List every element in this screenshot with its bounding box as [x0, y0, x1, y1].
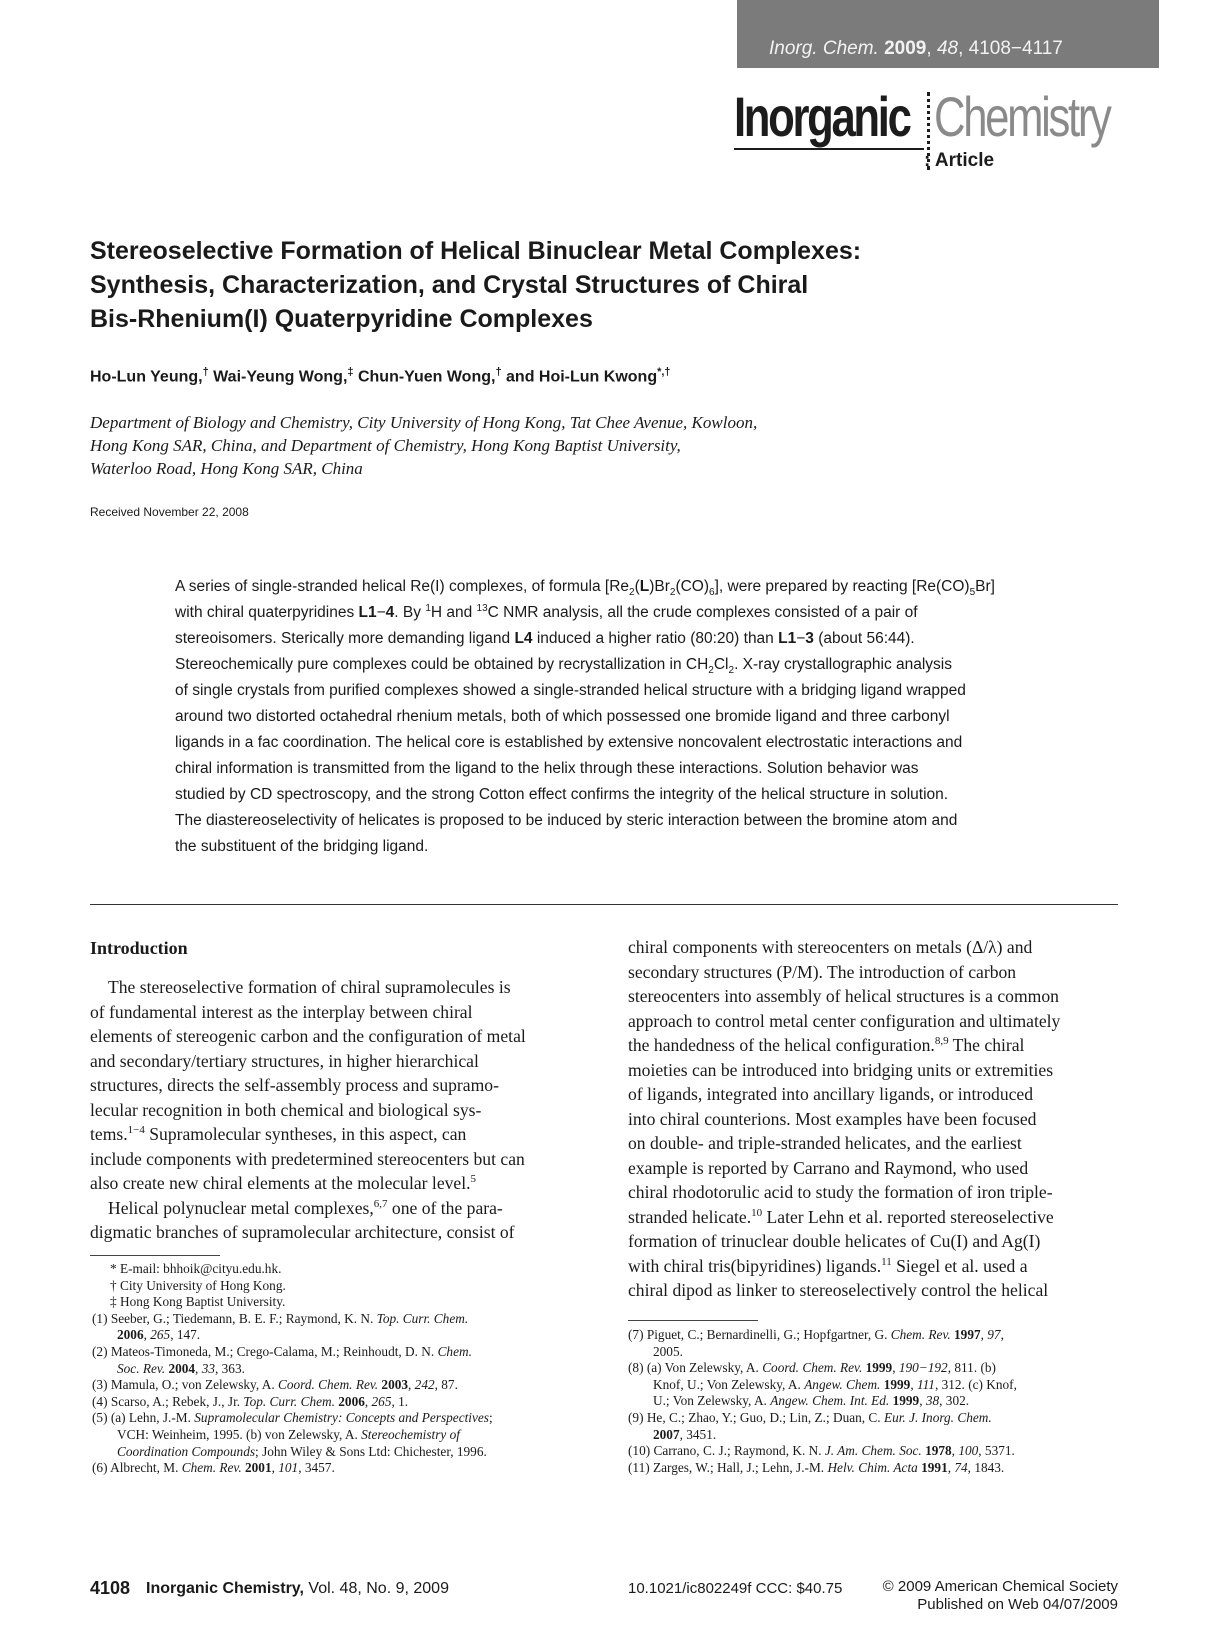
- body-line: approach to control metal center configuration and ultimately: [628, 1010, 1061, 1031]
- logo-underline: [734, 148, 924, 150]
- abstract-line: studied by CD spectroscopy, and the strong Cotton effect confirms the integrity of the helical structure in solution.: [175, 786, 949, 803]
- abstract-line: A series of single-stranded helical Re(I) complexes, of formula $[Re_2(L)Br_2(CO)_6]$, were prepared by reacting $[Re(CO)_5Br]$: [175, 578, 995, 599]
- body-line: The stereoselective formation of chiral supramolecules is: [108, 977, 511, 997]
- reference-item: (7) Piguet, C.; Bernardinelli, G.; Hopfgartner, G. Chem. Rev. 1997, 97,: [628, 1327, 1004, 1342]
- reference-item: (5) (a) Lehn, J.-M. Supramolecular Chemistry: Concepts and Perspectives;: [92, 1410, 493, 1426]
- footnote-affiliation: ‡ Hong Kong Baptist University.: [110, 1294, 286, 1310]
- footnote-rule: [90, 1255, 220, 1256]
- body-line: formation of trinuclear double helicates of Cu(I) and Ag(I): [628, 1231, 1041, 1251]
- body-line: Helical polynuclear metal complexes,$^{6,7}$ one of the para-: [108, 1197, 503, 1218]
- footnote-rule: [628, 1320, 758, 1321]
- footnotes-left: [92, 1261, 592, 1477]
- body-line: with chiral tris(bipyridines) ligands.$^{11}$ Siegel et al. used a: [628, 1255, 1028, 1276]
- body-line: secondary structures (P/M). The introduction of carbon: [628, 961, 1017, 982]
- reference-item: (4) Scarso, A.; Rebek, J., Jr. Top. Curr. Chem. 2006, 265, 1.: [92, 1393, 409, 1409]
- author-mark: *,†: [657, 366, 671, 378]
- footer-doi: 10.1021/ic802249f CCC: $40.75: [628, 1580, 843, 1597]
- affiliation-line: Hong Kong SAR, China, and Department of Chemistry, Hong Kong Baptist University,: [90, 436, 681, 455]
- reference-item: (10) Carrano, C. J.; Raymond, K. N. J. Am. Chem. Soc. 1978, 100, 5371.: [628, 1443, 1015, 1459]
- affiliation: [90, 411, 990, 480]
- received-date: Received November 22, 2008: [90, 505, 249, 519]
- journal-logo: [734, 84, 1124, 174]
- body-line: chiral components with stereocenters on metals (Δ/λ) and: [628, 937, 1033, 957]
- citation-banner: [737, 0, 1159, 68]
- citation-ref: 1−4: [127, 1124, 145, 1137]
- body-line: structures, directs the self-assembly process and supramo-: [90, 1075, 499, 1095]
- body-line: digmatic branches of supramolecular architecture, consist of: [90, 1222, 515, 1242]
- footnotes-right: [628, 1327, 1128, 1476]
- reference-item: (1) Seeber, G.; Tiedemann, B. E. F.; Raymond, K. N. Top. Curr. Chem.: [92, 1310, 469, 1326]
- body-line: the handedness of the helical configuration.$^{8,9}$ The chiral: [628, 1035, 1025, 1055]
- abstract-line: The diastereoselectivity of helicates is proposed to be induced by steric interaction between the bromine atom and: [175, 812, 958, 829]
- affiliation-line: Department of Biology and Chemistry, City University of Hong Kong, Tat Chee Avenue, Kowloon,: [90, 413, 758, 432]
- abstract-line: chiral information is transmitted from the ligand to the helix through these interactions. Solution behavior was: [175, 760, 919, 777]
- body-line: and secondary/tertiary structures, in higher hierarchical: [90, 1050, 479, 1071]
- body-line: moieties can be introduced into bridging units or extremities: [628, 1059, 1054, 1080]
- footnote-affiliation: † City University of Hong Kong.: [110, 1277, 286, 1293]
- title-line: Bis-Rhenium(I) Quaterpyridine Complexes: [90, 305, 593, 333]
- section-heading-introduction: Introduction: [90, 938, 188, 958]
- body-line: lecular recognition in both chemical and biological sys-: [90, 1099, 482, 1120]
- affiliation-line: Waterloo Road, Hong Kong SAR, China: [90, 459, 363, 478]
- author-mark: ‡: [347, 366, 354, 378]
- citation-ref: 6,7: [373, 1197, 388, 1210]
- citation-ref: 8,9: [934, 1035, 949, 1048]
- reference-item: VCH: Weinheim, 1995. (b) von Zelewsky, A. Stereochemistry of: [117, 1426, 460, 1442]
- abstract-line: stereoisomers. Sterically more demanding ligand L4 induced a higher ratio (80:20) than L1−3 (about 56:44).: [175, 630, 915, 647]
- body-line: stereocenters into assembly of helical structures is a common: [628, 986, 1059, 1006]
- author-name: Chun-Yuen Wong,: [357, 368, 496, 386]
- abstract-line: of single crystals from purified complexes showed a single-stranded helical structure with a bridging ligand wrapped: [175, 682, 966, 699]
- body-line: elements of stereogenic carbon and the configuration of metal: [90, 1026, 526, 1046]
- footer-copyright: © 2009 American Chemical Society: [882, 1578, 1118, 1595]
- author-list: [90, 366, 671, 386]
- reference-item: Soc. Rev. 2004, 33, 363.: [117, 1360, 245, 1376]
- citation-ref: 11: [881, 1255, 892, 1268]
- reference-item: (2) Mateos-Timoneda, M.; Crego-Calama, M.; Reinhoudt, D. N. Chem.: [92, 1343, 472, 1359]
- reference-item: (6) Albrecht, M. Chem. Rev. 2001, 101, 3457.: [92, 1460, 335, 1476]
- citation-text: Inorg. Chem. 2009, 48, 4108−4117: [769, 38, 1063, 59]
- body-column-right: [628, 935, 1118, 1303]
- body-line: include components with predetermined stereocenters but can: [90, 1148, 525, 1169]
- citation-ref: 10: [751, 1206, 763, 1219]
- body-line: on double- and triple-stranded helicates, and the earliest: [628, 1133, 1022, 1153]
- author-mark: †: [202, 366, 209, 378]
- body-column-left: [90, 975, 582, 1245]
- logo-article-label: : Article: [924, 150, 995, 171]
- reference-item: 2007, 3451.: [653, 1426, 717, 1442]
- reference-item: (9) He, C.; Zhao, Y.; Guo, D.; Lin, Z.; Duan, C. Eur. J. Inorg. Chem.: [628, 1409, 992, 1425]
- reference-item: 2005.: [653, 1343, 683, 1359]
- abstract-line: around two distorted octahedral rhenium metals, both of which possessed one bromide ligand and three carbonyl: [175, 708, 950, 725]
- reference-item: 2006, 265, 147.: [117, 1327, 201, 1343]
- body-line: stranded helicate.$^{10}$ Later Lehn et al. reported stereoselective: [628, 1206, 1054, 1227]
- abstract: [175, 574, 1045, 860]
- paper-title: [90, 234, 990, 336]
- body-line: of fundamental interest as the interplay between chiral: [90, 1001, 473, 1022]
- body-line: chiral dipod as linker to stereoselectively control the helical: [628, 1280, 1049, 1300]
- body-line: also create new chiral elements at the molecular level.$^5$: [90, 1173, 477, 1193]
- body-line: into chiral counterions. Most examples have been focused: [628, 1108, 1037, 1129]
- footer-journal: Inorganic Chemistry, Vol. 48, No. 9, 2009: [146, 1580, 449, 1597]
- body-line: example is reported by Carrano and Raymond, who used: [628, 1157, 1029, 1178]
- abstract-divider: [90, 904, 1118, 905]
- author-name: and Hoi-Lun Kwong: [506, 368, 658, 386]
- abstract-line: ligands in a fac coordination. The helical core is established by extensive noncovalent electrostatic interactions and: [175, 734, 963, 751]
- reference-item: U.; Von Zelewsky, A. Angew. Chem. Int. Ed. 1999, 38, 302.: [653, 1393, 970, 1409]
- reference-item: (3) Mamula, O.; von Zelewsky, A. Coord. Chem. Rev. 2003, 242, 87.: [92, 1377, 458, 1393]
- author-name: Ho-Lun Yeung,: [90, 368, 203, 386]
- abstract-line: with chiral quaterpyridines L1−4. By $^1$H and $^{13}$C NMR analysis, all the crude complexes consisted of a pair of: [175, 602, 918, 621]
- logo-inorganic-word: Inorganic: [734, 85, 910, 148]
- reference-item: (8) (a) Von Zelewsky, A. Coord. Chem. Rev. 1999, 190−192, 811. (b): [628, 1360, 996, 1376]
- citation-ref: 5: [470, 1173, 477, 1186]
- reference-item: (11) Zarges, W.; Hall, J.; Lehn, J.-M. Helv. Chim. Acta 1991, 74, 1843.: [628, 1459, 1005, 1475]
- title-line: Synthesis, Characterization, and Crystal Structures of Chiral: [90, 271, 809, 299]
- abstract-line: Stereochemically pure complexes could be obtained by recrystallization in $CH_2Cl_2$. X-ray crystallographic analysis: [175, 656, 953, 677]
- author-mark: †: [495, 366, 502, 378]
- footnote-email: * E-mail: bhhoik@cityu.edu.hk.: [110, 1261, 282, 1276]
- footer-published-date: Published on Web 04/07/2009: [917, 1596, 1118, 1613]
- body-line: tems.$^{1-4}$ Supramolecular syntheses, in this aspect, can: [90, 1124, 467, 1144]
- author-name: Wai-Yeung Wong,: [213, 368, 348, 386]
- body-line: of ligands, integrated into ancillary ligands, or introduced: [628, 1084, 1034, 1104]
- reference-item: Knof, U.; Von Zelewsky, A. Angew. Chem. 1999, 111, 312. (c) Knof,: [653, 1376, 1017, 1392]
- page-number: 4108: [90, 1578, 131, 1598]
- title-line: Stereoselective Formation of Helical Binuclear Metal Complexes:: [90, 237, 862, 265]
- reference-item: Coordination Compounds; John Wiley & Sons Ltd: Chichester, 1996.: [117, 1443, 487, 1459]
- body-line: chiral rhodotorulic acid to study the formation of iron triple-: [628, 1182, 1053, 1202]
- logo-chemistry-word: Chemistry: [934, 85, 1110, 148]
- abstract-line: the substituent of the bridging ligand.: [175, 838, 429, 855]
